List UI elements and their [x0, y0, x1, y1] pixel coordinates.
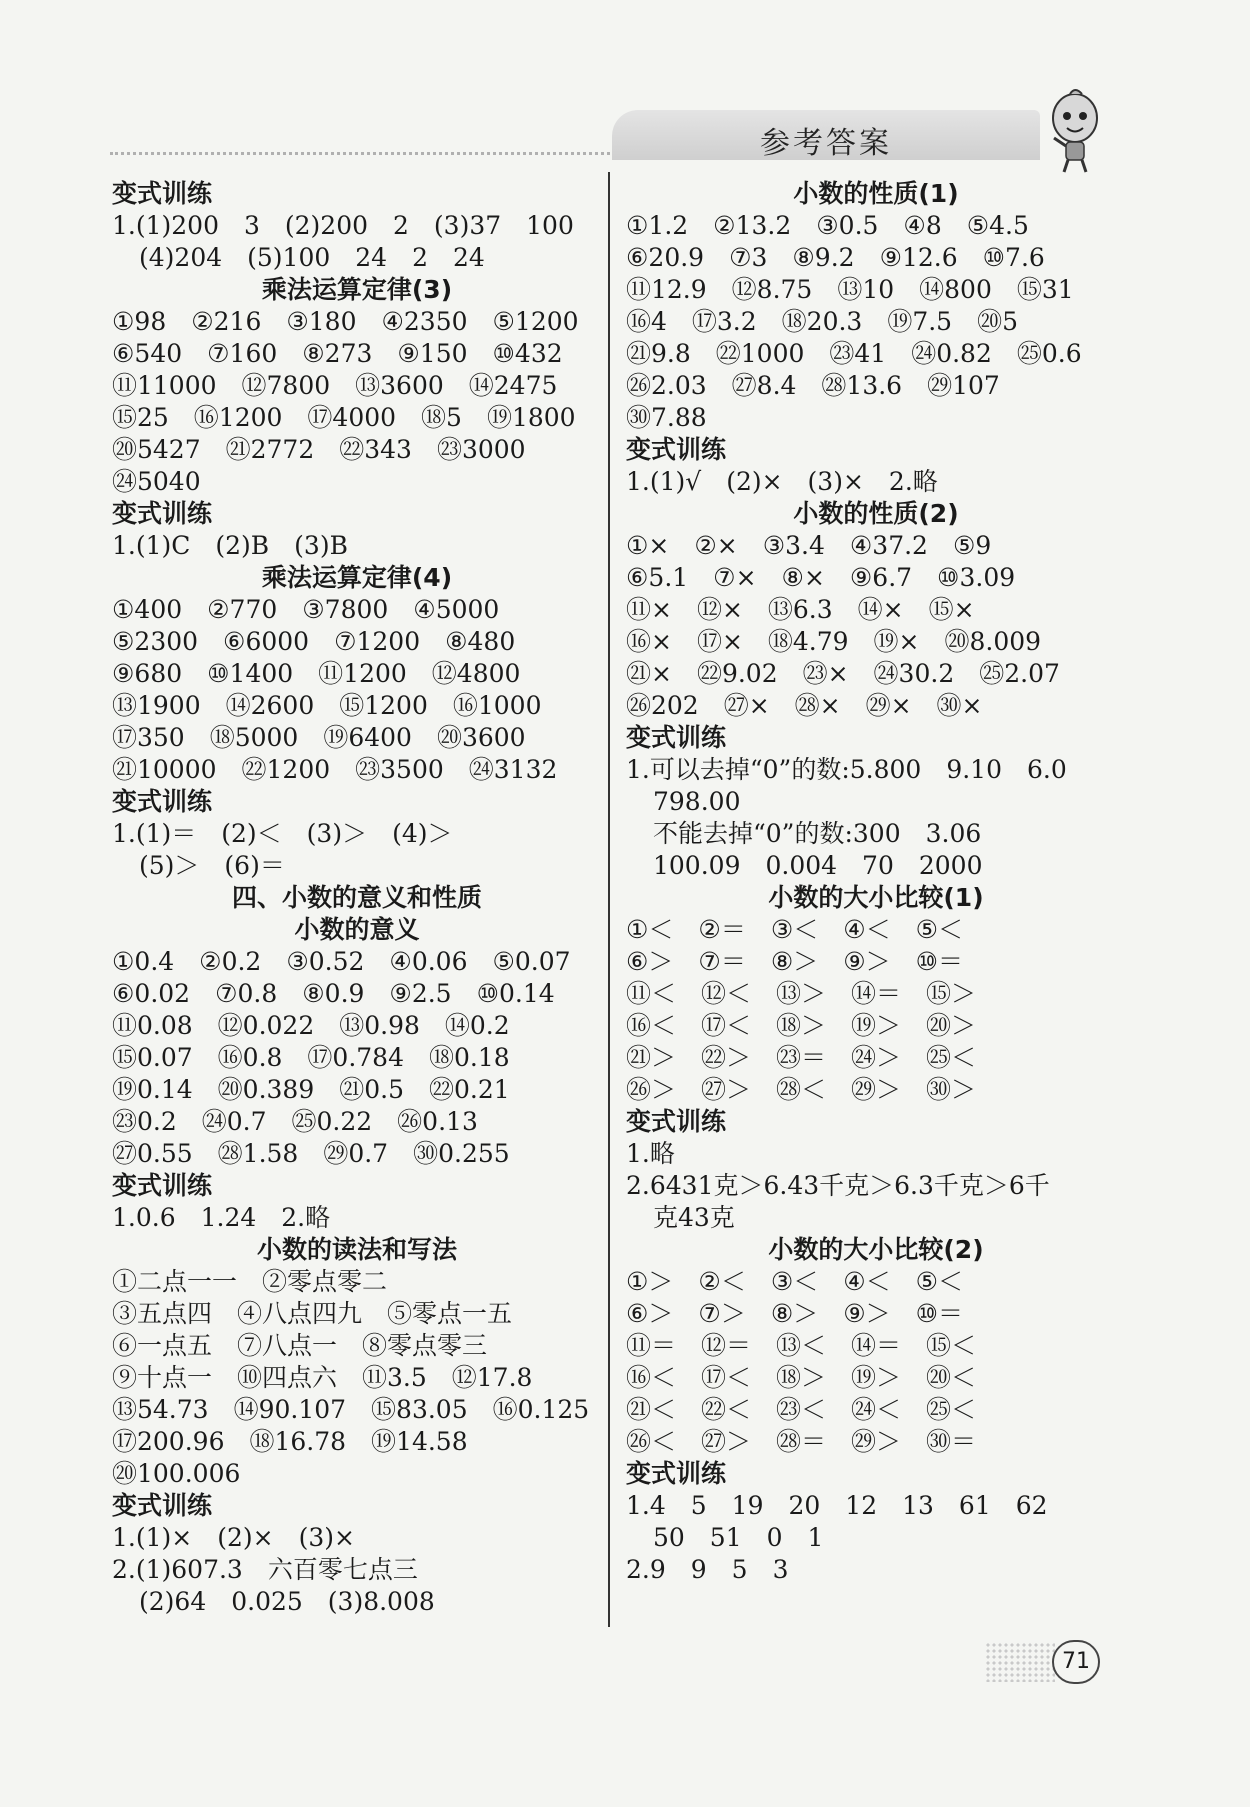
answer-line: ⑮0.07 ⑯0.8 ⑰0.784 ⑱0.18 [112, 1043, 510, 1072]
answer-line: ⑬1900 ⑭2600 ⑮1200 ⑯1000 [112, 691, 542, 720]
answer-line: ⑯＜ ⑰＜ ⑱＞ ⑲＞ ⑳＜ [626, 1363, 977, 1392]
section-heading: 变式训练 [112, 1491, 213, 1520]
answer-line: 克43克 [653, 1203, 735, 1232]
answer-line: (2)64 0.025 (3)8.008 [139, 1587, 435, 1616]
answer-line: ⑳100.006 [112, 1459, 241, 1488]
answer-line: ⑥＞ ⑦＝ ⑧＞ ⑨＞ ⑩＝ [626, 947, 964, 976]
answer-line: 不能去掉“0”的数:300 3.06 [653, 819, 982, 848]
dot-pattern [985, 1642, 1055, 1682]
answer-line: 2.6431克＞6.43千克＞6.3千克＞6千 [626, 1171, 1050, 1200]
answer-line: ①98 ②216 ③180 ④2350 ⑤1200 [112, 307, 579, 336]
section-heading: 变式训练 [112, 499, 213, 528]
answer-line: ⑥＞ ⑦＞ ⑧＞ ⑨＞ ⑩＝ [626, 1299, 964, 1328]
column-divider [608, 172, 610, 1627]
answer-line: ㉑＜ ㉒＜ ㉓＜ ㉔＜ ㉕＜ [626, 1395, 977, 1424]
answer-line: ㉑＞ ㉒＞ ㉓＝ ㉔＞ ㉕＜ [626, 1043, 977, 1072]
answer-line: ⑮25 ⑯1200 ⑰4000 ⑱5 ⑲1800 [112, 403, 576, 432]
answer-line: 1.(1)＝ (2)＜ (3)＞ (4)＞ [112, 819, 453, 848]
answer-line: 1.4 5 19 20 12 13 61 62 [626, 1491, 1048, 1520]
answer-line: ①1.2 ②13.2 ③0.5 ④8 ⑤4.5 [626, 211, 1029, 240]
answer-line: ⑪＝ ⑫＝ ⑬＜ ⑭＝ ⑮＜ [626, 1331, 977, 1360]
answer-line: ⑲0.14 ⑳0.389 ㉑0.5 ㉒0.21 [112, 1075, 510, 1104]
answer-line: 1.略 [626, 1139, 675, 1168]
answer-line: ㉑× ㉒9.02 ㉓× ㉔30.2 ㉕2.07 [626, 659, 1060, 688]
answer-line: ⑥0.02 ⑦0.8 ⑧0.9 ⑨2.5 ⑩0.14 [112, 979, 555, 1008]
section-title: 小数的大小比较(2) [768, 1235, 984, 1264]
answer-line: ⑪12.9 ⑫8.75 ⑬10 ⑭800 ⑮31 [626, 275, 1074, 304]
page-title: 参考答案 [760, 126, 892, 161]
answer-line: ⑤2300 ⑥6000 ⑦1200 ⑧480 [112, 627, 516, 656]
answer-line: ㉑10000 ㉒1200 ㉓3500 ㉔3132 [112, 755, 558, 784]
answer-line: 1.0.6 1.24 2.略 [112, 1203, 331, 1232]
answer-line: ㉔5040 [112, 467, 201, 496]
answer-line: ⑯× ⑰× ⑱4.79 ⑲× ⑳8.009 [626, 627, 1042, 656]
answer-line: ⑪0.08 ⑫0.022 ⑬0.98 ⑭0.2 [112, 1011, 510, 1040]
answer-line: (5)＞ (6)＝ [139, 851, 285, 880]
answer-line: ①＞ ②＜ ③＜ ④＜ ⑤＜ [626, 1267, 964, 1296]
answer-line: 798.00 [653, 787, 741, 816]
answer-line: ㉖202 ㉗× ㉘× ㉙× ㉚× [626, 691, 983, 720]
left-answer-column [112, 178, 602, 1618]
answer-line: 100.09 0.004 70 2000 [653, 851, 983, 880]
answer-line: ①二点一一 ②零点零二 [112, 1267, 388, 1296]
section-title: 乘法运算定律(3) [261, 275, 453, 304]
section-title: 小数的读法和写法 [256, 1235, 457, 1264]
answer-line: (4)204 (5)100 24 2 24 [139, 243, 485, 272]
answer-line: 1.(1)200 3 (2)200 2 (3)37 100 [112, 211, 574, 240]
answer-line: ⑥20.9 ⑦3 ⑧9.2 ⑨12.6 ⑩7.6 [626, 243, 1045, 272]
answer-line: 1.(1)× (2)× (3)× [112, 1523, 355, 1552]
answer-line: ⑯4 ⑰3.2 ⑱20.3 ⑲7.5 ⑳5 [626, 307, 1018, 336]
section-title: 小数的大小比较(1) [768, 883, 984, 912]
section-title: 小数的意义 [294, 915, 420, 944]
answer-line: ⑬54.73 ⑭90.107 ⑮83.05 ⑯0.125 [112, 1395, 590, 1424]
page-number: 71 [1052, 1640, 1100, 1684]
answer-line: ①0.4 ②0.2 ③0.52 ④0.06 ⑤0.07 [112, 947, 571, 976]
mascot-icon [1040, 88, 1110, 173]
answer-line: ⑥一点五 ⑦八点一 ⑧零点零三 [112, 1331, 488, 1360]
answer-line: ⑳5427 ㉑2772 ㉒343 ㉓3000 [112, 435, 526, 464]
answer-line: ㉑9.8 ㉒1000 ㉓41 ㉔0.82 ㉕0.6 [626, 339, 1082, 368]
section-heading: 变式训练 [112, 787, 213, 816]
section-heading: 变式训练 [626, 723, 727, 752]
answer-line: ⑪＜ ⑫＜ ⑬＞ ⑭＝ ⑮＞ [626, 979, 977, 1008]
answer-key-header-tab [612, 110, 1040, 160]
answer-line: ①＜ ②＝ ③＜ ④＜ ⑤＜ [626, 915, 964, 944]
answer-line: ㉗0.55 ㉘1.58 ㉙0.7 ㉚0.255 [112, 1139, 510, 1168]
answer-line: 1.(1)C (2)B (3)B [112, 531, 348, 560]
section-heading: 变式训练 [626, 1459, 727, 1488]
section-heading: 变式训练 [626, 1107, 727, 1136]
answer-line: 1.(1)√ (2)× (3)× 2.略 [626, 467, 938, 496]
answer-line: ⑥540 ⑦160 ⑧273 ⑨150 ⑩432 [112, 339, 563, 368]
answer-line: ③五点四 ④八点四九 ⑤零点一五 [112, 1299, 513, 1328]
answer-line: 1.可以去掉“0”的数:5.800 9.10 6.0 [626, 755, 1067, 784]
answer-line: ㉚7.88 [626, 403, 707, 432]
answer-line: ⑰200.96 ⑱16.78 ⑲14.58 [112, 1427, 468, 1456]
answer-line: ①400 ②770 ③7800 ④5000 [112, 595, 500, 624]
section-title: 小数的性质(2) [793, 499, 959, 528]
section-title: 小数的性质(1) [793, 179, 959, 208]
answer-line: ⑯＜ ⑰＜ ⑱＞ ⑲＞ ⑳＞ [626, 1011, 977, 1040]
section-heading: 变式训练 [112, 179, 213, 208]
answer-line: ㉓0.2 ㉔0.7 ㉕0.22 ㉖0.13 [112, 1107, 478, 1136]
section-title: 四、小数的意义和性质 [231, 883, 482, 912]
section-heading: 变式训练 [112, 1171, 213, 1200]
answer-line: ㉖2.03 ㉗8.4 ㉘13.6 ㉙107 [626, 371, 1000, 400]
answer-line: ⑥5.1 ⑦× ⑧× ⑨6.7 ⑩3.09 [626, 563, 1016, 592]
answer-line: ㉖＞ ㉗＞ ㉘＜ ㉙＞ ㉚＞ [626, 1075, 977, 1104]
answer-line: ㉖＜ ㉗＞ ㉘＝ ㉙＞ ㉚＝ [626, 1427, 977, 1456]
answer-line: ⑪× ⑫× ⑬6.3 ⑭× ⑮× [626, 595, 975, 624]
page-number-area [985, 1640, 1105, 1684]
answer-line: ⑨十点一 ⑩四点六 ⑪3.5 ⑫17.8 [112, 1363, 533, 1392]
answer-line: ①× ②× ③3.4 ④37.2 ⑤9 [626, 531, 992, 560]
section-heading: 变式训练 [626, 435, 727, 464]
answer-line: ⑨680 ⑩1400 ⑪1200 ⑫4800 [112, 659, 521, 688]
answer-line: 2.9 9 5 3 [626, 1555, 789, 1584]
answer-line: 50 51 0 1 [653, 1523, 824, 1552]
answer-line: 2.(1)607.3 六百零七点三 [112, 1555, 418, 1584]
section-title: 乘法运算定律(4) [261, 563, 453, 592]
right-answer-column [626, 178, 1126, 1586]
answer-line: ⑰350 ⑱5000 ⑲6400 ⑳3600 [112, 723, 526, 752]
answer-line: ⑪11000 ⑫7800 ⑬3600 ⑭2475 [112, 371, 558, 400]
